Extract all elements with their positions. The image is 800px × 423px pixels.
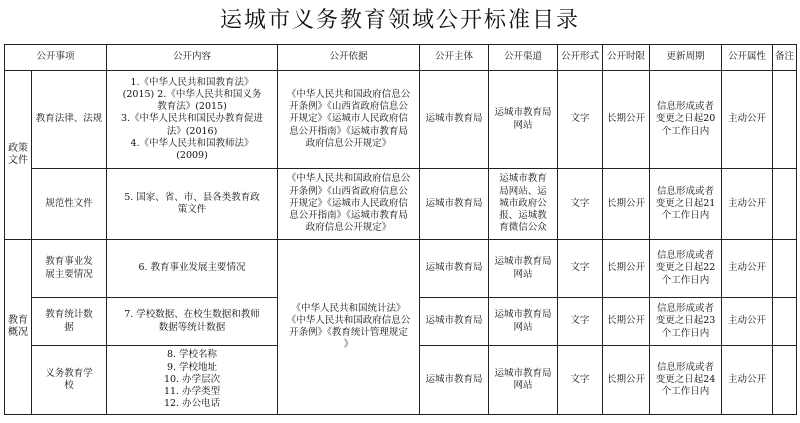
- table-row: [5, 169, 797, 240]
- header-time: 公开时限: [603, 45, 650, 71]
- time-cell: 长期公开: [603, 298, 650, 346]
- cycle-cell: 信息形成或者 变更之日起23 个工作日内: [650, 298, 722, 346]
- subject-cell: 运城市教育局: [420, 71, 489, 169]
- item-cell: 教育法律、法规: [32, 71, 107, 169]
- header-cycle: 更新周期: [650, 45, 722, 71]
- form-cell: 文字: [558, 240, 603, 298]
- table-row: [5, 71, 797, 169]
- basis-cell: 《中华人民共和国政府信息公 开条例》《山西省政府信息公 开规定》《运城市人民政府信 息公开指南》《运城市教育局 政府信息公开规定》: [278, 169, 420, 240]
- channel-cell: 运城市教育局网站: [489, 298, 558, 346]
- header-attribute: 公开属性: [722, 45, 773, 71]
- remark-cell: [773, 346, 797, 415]
- category-policy: 政策 文件: [5, 71, 32, 240]
- time-cell: 长期公开: [603, 240, 650, 298]
- cycle-cell: 信息形成或者 变更之日起20 个工作日内: [650, 71, 722, 169]
- content-cell: 5. 国家、省、市、县各类教育政 策文件: [107, 169, 278, 240]
- form-cell: 文字: [558, 169, 603, 240]
- cycle-cell: 信息形成或者 变更之日起22 个工作日内: [650, 240, 722, 298]
- time-cell: 长期公开: [603, 71, 650, 169]
- channel-cell: 运城市教育 局网站、运 城市政府公 报、运城教 育微信公众: [489, 169, 558, 240]
- item-cell: 教育事业发 展主要情况: [32, 240, 107, 298]
- basis-cell: 《中华人民共和国政府信息公 开条例》《山西省政府信息公 开规定》《运城市人民政府信 息公开指南》《运城市教育局 政府信息公开规定》: [278, 71, 420, 169]
- channel-cell: 运城市教育局网站: [489, 240, 558, 298]
- form-cell: 文字: [558, 346, 603, 415]
- catalog-table: [4, 44, 797, 415]
- form-cell: 文字: [558, 71, 603, 169]
- header-row: [5, 45, 797, 71]
- attribute-cell: 主动公开: [722, 298, 773, 346]
- channel-cell: 运城市教育局网站: [489, 71, 558, 169]
- cycle-cell: 信息形成或者 变更之日起21 个工作日内: [650, 169, 722, 240]
- header-content: 公开内容: [107, 45, 278, 71]
- form-cell: 文字: [558, 298, 603, 346]
- subject-cell: 运城市教育局: [420, 346, 489, 415]
- time-cell: 长期公开: [603, 346, 650, 415]
- remark-cell: [773, 169, 797, 240]
- cycle-cell: 信息形成或者 变更之日起24 个工作日内: [650, 346, 722, 415]
- header-form: 公开形式: [558, 45, 603, 71]
- remark-cell: [773, 240, 797, 298]
- content-cell: 1.《中华人民共和国教育法》 (2015) 2.《中华人民共和国义务 教育法》(2015) 3.《中华人民共和国民办教育促进 法》(2016) 4.《中华人民共和国教师法》 (2009): [107, 71, 278, 169]
- content-cell: 6. 教育事业发展主要情况: [107, 240, 278, 298]
- header-remark: 备注: [773, 45, 797, 71]
- item-cell: 教育统计数 据: [32, 298, 107, 346]
- remark-cell: [773, 298, 797, 346]
- attribute-cell: 主动公开: [722, 169, 773, 240]
- subject-cell: 运城市教育局: [420, 169, 489, 240]
- header-basis: 公开依据: [278, 45, 420, 71]
- category-overview: 教育 概况: [5, 240, 32, 415]
- attribute-cell: 主动公开: [722, 240, 773, 298]
- table-row: [5, 240, 797, 298]
- time-cell: 长期公开: [603, 169, 650, 240]
- subject-cell: 运城市教育局: [420, 240, 489, 298]
- content-cell: 7. 学校数据、在校生数据和教师 数据等统计数据: [107, 298, 278, 346]
- content-cell: 8. 学校名称 9. 学校地址 10. 办学层次 11. 办学类型 12. 办公电话: [107, 346, 278, 415]
- header-item: 公开事项: [5, 45, 107, 71]
- subject-cell: 运城市教育局: [420, 298, 489, 346]
- item-cell: 规范性文件: [32, 169, 107, 240]
- channel-cell: 运城市教育局网站: [489, 346, 558, 415]
- attribute-cell: 主动公开: [722, 346, 773, 415]
- page-title: 运城市义务教育领域公开标准目录: [219, 8, 580, 33]
- remark-cell: [773, 71, 797, 169]
- header-subject: 公开主体: [420, 45, 489, 71]
- header-channel: 公开渠道: [489, 45, 558, 71]
- attribute-cell: 主动公开: [722, 71, 773, 169]
- item-cell: 义务教育学 校: [32, 346, 107, 415]
- basis-cell-shared: 《中华人民共和国统计法》 《中华人民共和国政府信息公 开条例》《教育统计管理规定 》: [278, 240, 420, 415]
